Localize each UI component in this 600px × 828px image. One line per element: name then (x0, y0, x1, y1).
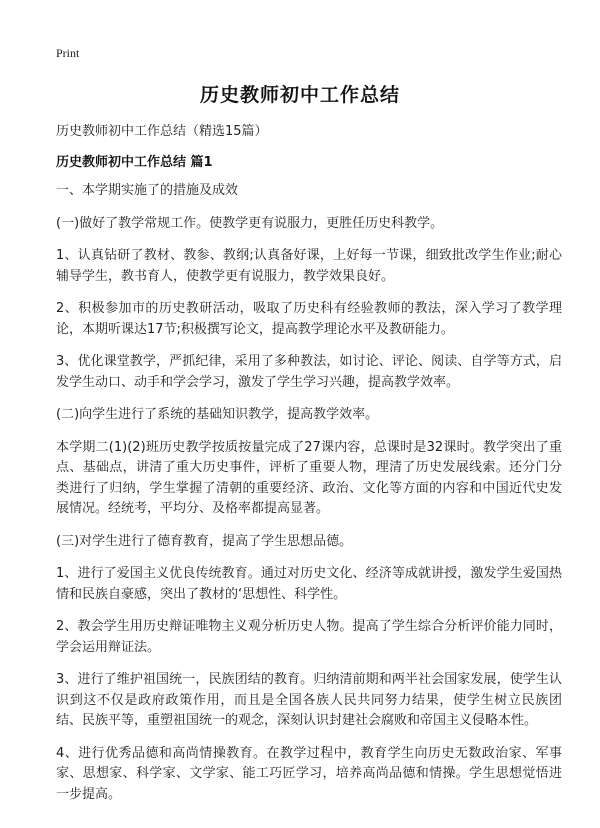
paragraph-moral-education: (三)对学生进行了德育教育，提高了学生思想品德。 (56, 533, 353, 549)
section-heading: 历史教师初中工作总结 篇1 (56, 155, 213, 170)
paragraph-basic-knowledge: (二)向学生进行了系统的基础知识教学，提高教学效率。 (56, 407, 379, 422)
paragraph-virtue: 4、进行优秀品德和高尚情操教育。在教学过程中，教育学生向历史无数政治家、军事家、思想家、科学家、文学家、能工巧匠学习，培养高尚品德和情操。学生思想觉悟进一步提高。 (56, 745, 562, 802)
paragraph-item-1: 1、认真钻研了教材、教参、教纲;认真备好课，上好每一节课，细致批改学生作业;耐心辅导学生，教书育人，使教学更有说服力，教学效果良好。 (56, 248, 562, 284)
document-subtitle: 历史教师初中工作总结（精选15篇） (56, 124, 268, 139)
paragraph-unity: 3、进行了维护祖国统一，民族团结的教育。归纳清前期和两半社会国家发展，使学生认识到这不仅是政府政策作用，而且是全国各族人民共同努力结果，使学生树立民族团结、民族平等，重塑祖国统一的观念，深刻认识封建社会腐败和帝国主义侵略本性。 (56, 672, 562, 728)
paragraph-item-2: 2、积极参加市的历史教研活动，吸取了历史科有经验教师的教法，深入学习了教学理论，本期听课达17节;积极撰写论文，提高教学理论水平及教研能力。 (56, 301, 562, 337)
paragraph-item-3: 3、优化课堂教学，严抓纪律，采用了多种教法，如讨论、评论、阅读、自学等方式，启发学生动口、动手和学会学习，激发了学生学习兴趣，提高教学效率。 (56, 354, 562, 390)
paragraph-semester-summary: 本学期二(1)(2)班历史教学按质按量完成了27课内容，总课时是32课时。教学突出了重点、基础点，讲清了重大历史事件，评析了重要人物，理清了历史发展线索。还分门分类进行了归纳，学生掌握了清朝的重要经济、政治、文化等方面的内容和中国近代史发展情况。经统考，平均分、及格率都提高显著。 (56, 439, 562, 516)
paragraph-measures-heading: 一、本学期实施了的措施及成效 (56, 183, 239, 198)
page-title: 历史教师初中工作总结 (199, 84, 400, 106)
paragraph-patriotism: 1、进行了爱国主义优良传统教育。通过对历史文化、经济等成就讲授，激发学生爱国热情和民族自豪感，突出了教材的‘思想性、科学性。 (56, 566, 562, 602)
paragraph-dialectics: 2、教会学生用历史辩证唯物主义观分析历史人物。提高了学生综合分析评价能力同时，学会运用辩证法。 (56, 619, 562, 655)
paragraph-routine-work: (一)做好了教学常规工作。使教学更有说服力，更胜任历史科教学。 (56, 215, 444, 231)
document-body (56, 181, 562, 817)
print-label[interactable]: Print (56, 46, 80, 60)
